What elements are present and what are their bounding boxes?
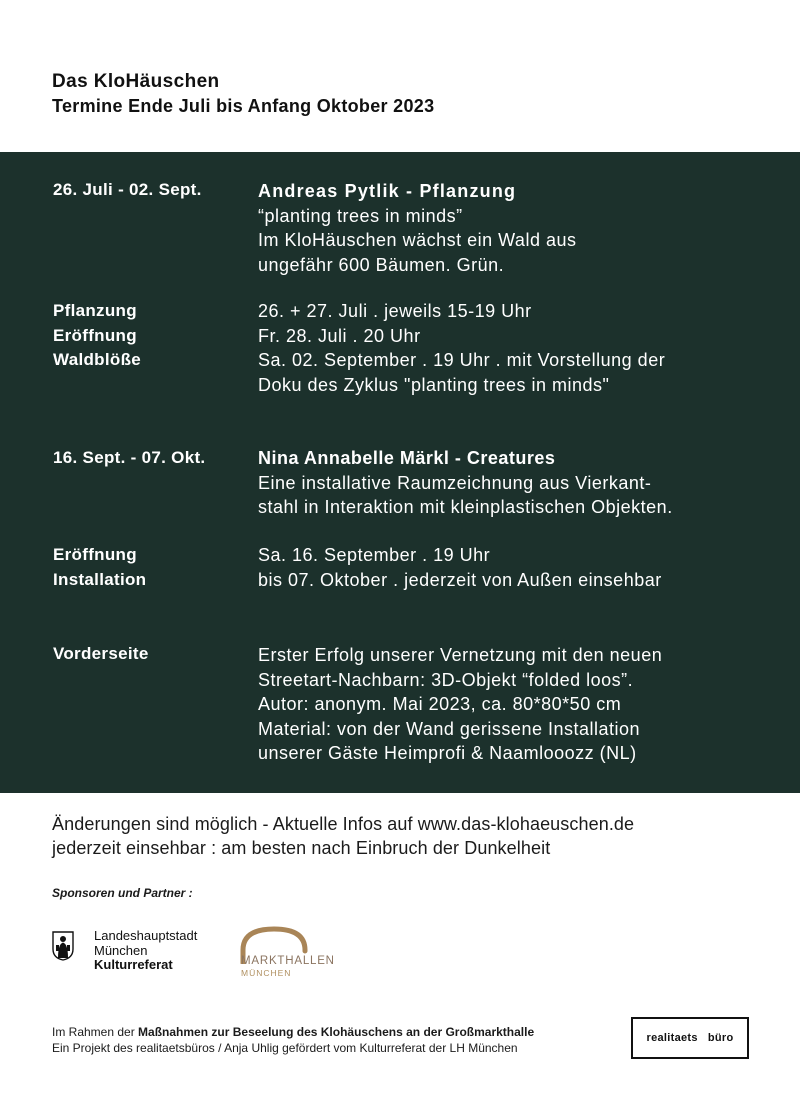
event-title: Andreas Pytlik - Pflanzung xyxy=(258,181,517,201)
event-line: ungefähr 600 Bäumen. Grün. xyxy=(258,254,505,275)
sub-label: Installation xyxy=(53,569,147,589)
footer-note-line: jederzeit einsehbar : am besten nach Einbruch der Dunkelheit xyxy=(52,838,551,858)
credits-bold: Maßnahmen zur Beseelung des Klohäuschens an der Großmarkthalle xyxy=(138,1025,535,1039)
lhm-line: München xyxy=(94,942,148,958)
sub-line: bis 07. Oktober . jederzeit von Außen einsehbar xyxy=(258,569,662,590)
event-line: Im KloHäuschen wächst ein Wald aus xyxy=(258,230,577,250)
event-line: stahl in Interaktion mit kleinplastischen Objekten. xyxy=(258,497,673,517)
credits-prefix: Im Rahmen der xyxy=(52,1025,139,1039)
sub-label: Eröffnung xyxy=(53,545,137,564)
event-line: Autor: anonym. Mai 2023, ca. 80*80*50 cm xyxy=(258,694,622,714)
header xyxy=(52,70,434,118)
sub-labels xyxy=(53,299,141,373)
realitaetsbuero-logo xyxy=(631,1017,749,1059)
sub-label: Pflanzung xyxy=(53,301,137,320)
sponsors-label: Sponsoren und Partner : xyxy=(52,886,193,900)
credits-line-1 xyxy=(52,1024,534,1040)
page-subtitle: Termine Ende Juli bis Anfang Oktober 2023 xyxy=(52,96,435,116)
lhm-text xyxy=(94,929,197,973)
event-line: Eine installative Raumzeichnung aus Vierkant- xyxy=(258,472,652,493)
sub-line: Sa. 02. September . 19 Uhr . mit Vorstellung der xyxy=(258,350,666,370)
event-text xyxy=(258,446,673,520)
event-line: Streetart-Nachbarn: 3D-Objekt “folded loos”. xyxy=(258,669,634,690)
sub-lines xyxy=(258,299,665,397)
markthallen-name: MARKTHALLEN xyxy=(241,955,335,967)
event-line: Erster Erfolg unserer Vernetzung mit den neuen xyxy=(258,645,663,665)
event-line: Material: von der Wand gerissene Installation xyxy=(258,718,641,739)
event-line: unserer Gäste Heimprofi & Naamlooozz (NL) xyxy=(258,743,637,763)
schedule-panel xyxy=(0,152,800,793)
event-line: “planting trees in minds” xyxy=(258,205,463,226)
sub-label: Eröffnung xyxy=(53,325,137,345)
event-date: 26. Juli - 02. Sept. xyxy=(53,180,202,199)
sub-labels xyxy=(53,543,146,592)
credits-line-2: Ein Projekt des realitaetsbüros / Anja Uhlig gefördert vom Kulturreferat der LH München xyxy=(52,1041,518,1055)
event-date: 16. Sept. - 07. Okt. xyxy=(53,448,206,467)
sub-line: Fr. 28. Juli . 20 Uhr xyxy=(258,325,421,346)
page-title: Das KloHäuschen xyxy=(52,71,220,92)
bottom-credits xyxy=(52,1024,534,1056)
sub-label: Waldblöße xyxy=(53,350,142,369)
lhm-line: Landeshauptstadt xyxy=(94,928,198,943)
event-text xyxy=(258,643,662,766)
markthallen-city: MÜNCHEN xyxy=(241,968,292,978)
realitaetsbuero-text: realitaets büro xyxy=(646,1032,734,1044)
event-label: Vorderseite xyxy=(53,644,149,663)
markthallen-logo xyxy=(240,924,355,980)
sub-lines xyxy=(258,543,662,592)
lhm-line: Kulturreferat xyxy=(94,957,173,972)
sub-line: Doku des Zyklus "planting trees in minds" xyxy=(258,374,610,395)
footer-note-line: Änderungen sind möglich - Aktuelle Infos auf www.das-klohaeuschen.de xyxy=(52,814,635,834)
sub-line: Sa. 16. September . 19 Uhr xyxy=(258,545,491,565)
lhm-logo xyxy=(52,929,197,973)
sub-line: 26. + 27. Juli . jeweils 15-19 Uhr xyxy=(258,301,532,321)
event-title: Nina Annabelle Märkl - Creatures xyxy=(258,448,556,468)
munich-monk-crest-icon xyxy=(52,931,74,961)
footer-note xyxy=(52,812,634,860)
event-text xyxy=(258,179,576,277)
